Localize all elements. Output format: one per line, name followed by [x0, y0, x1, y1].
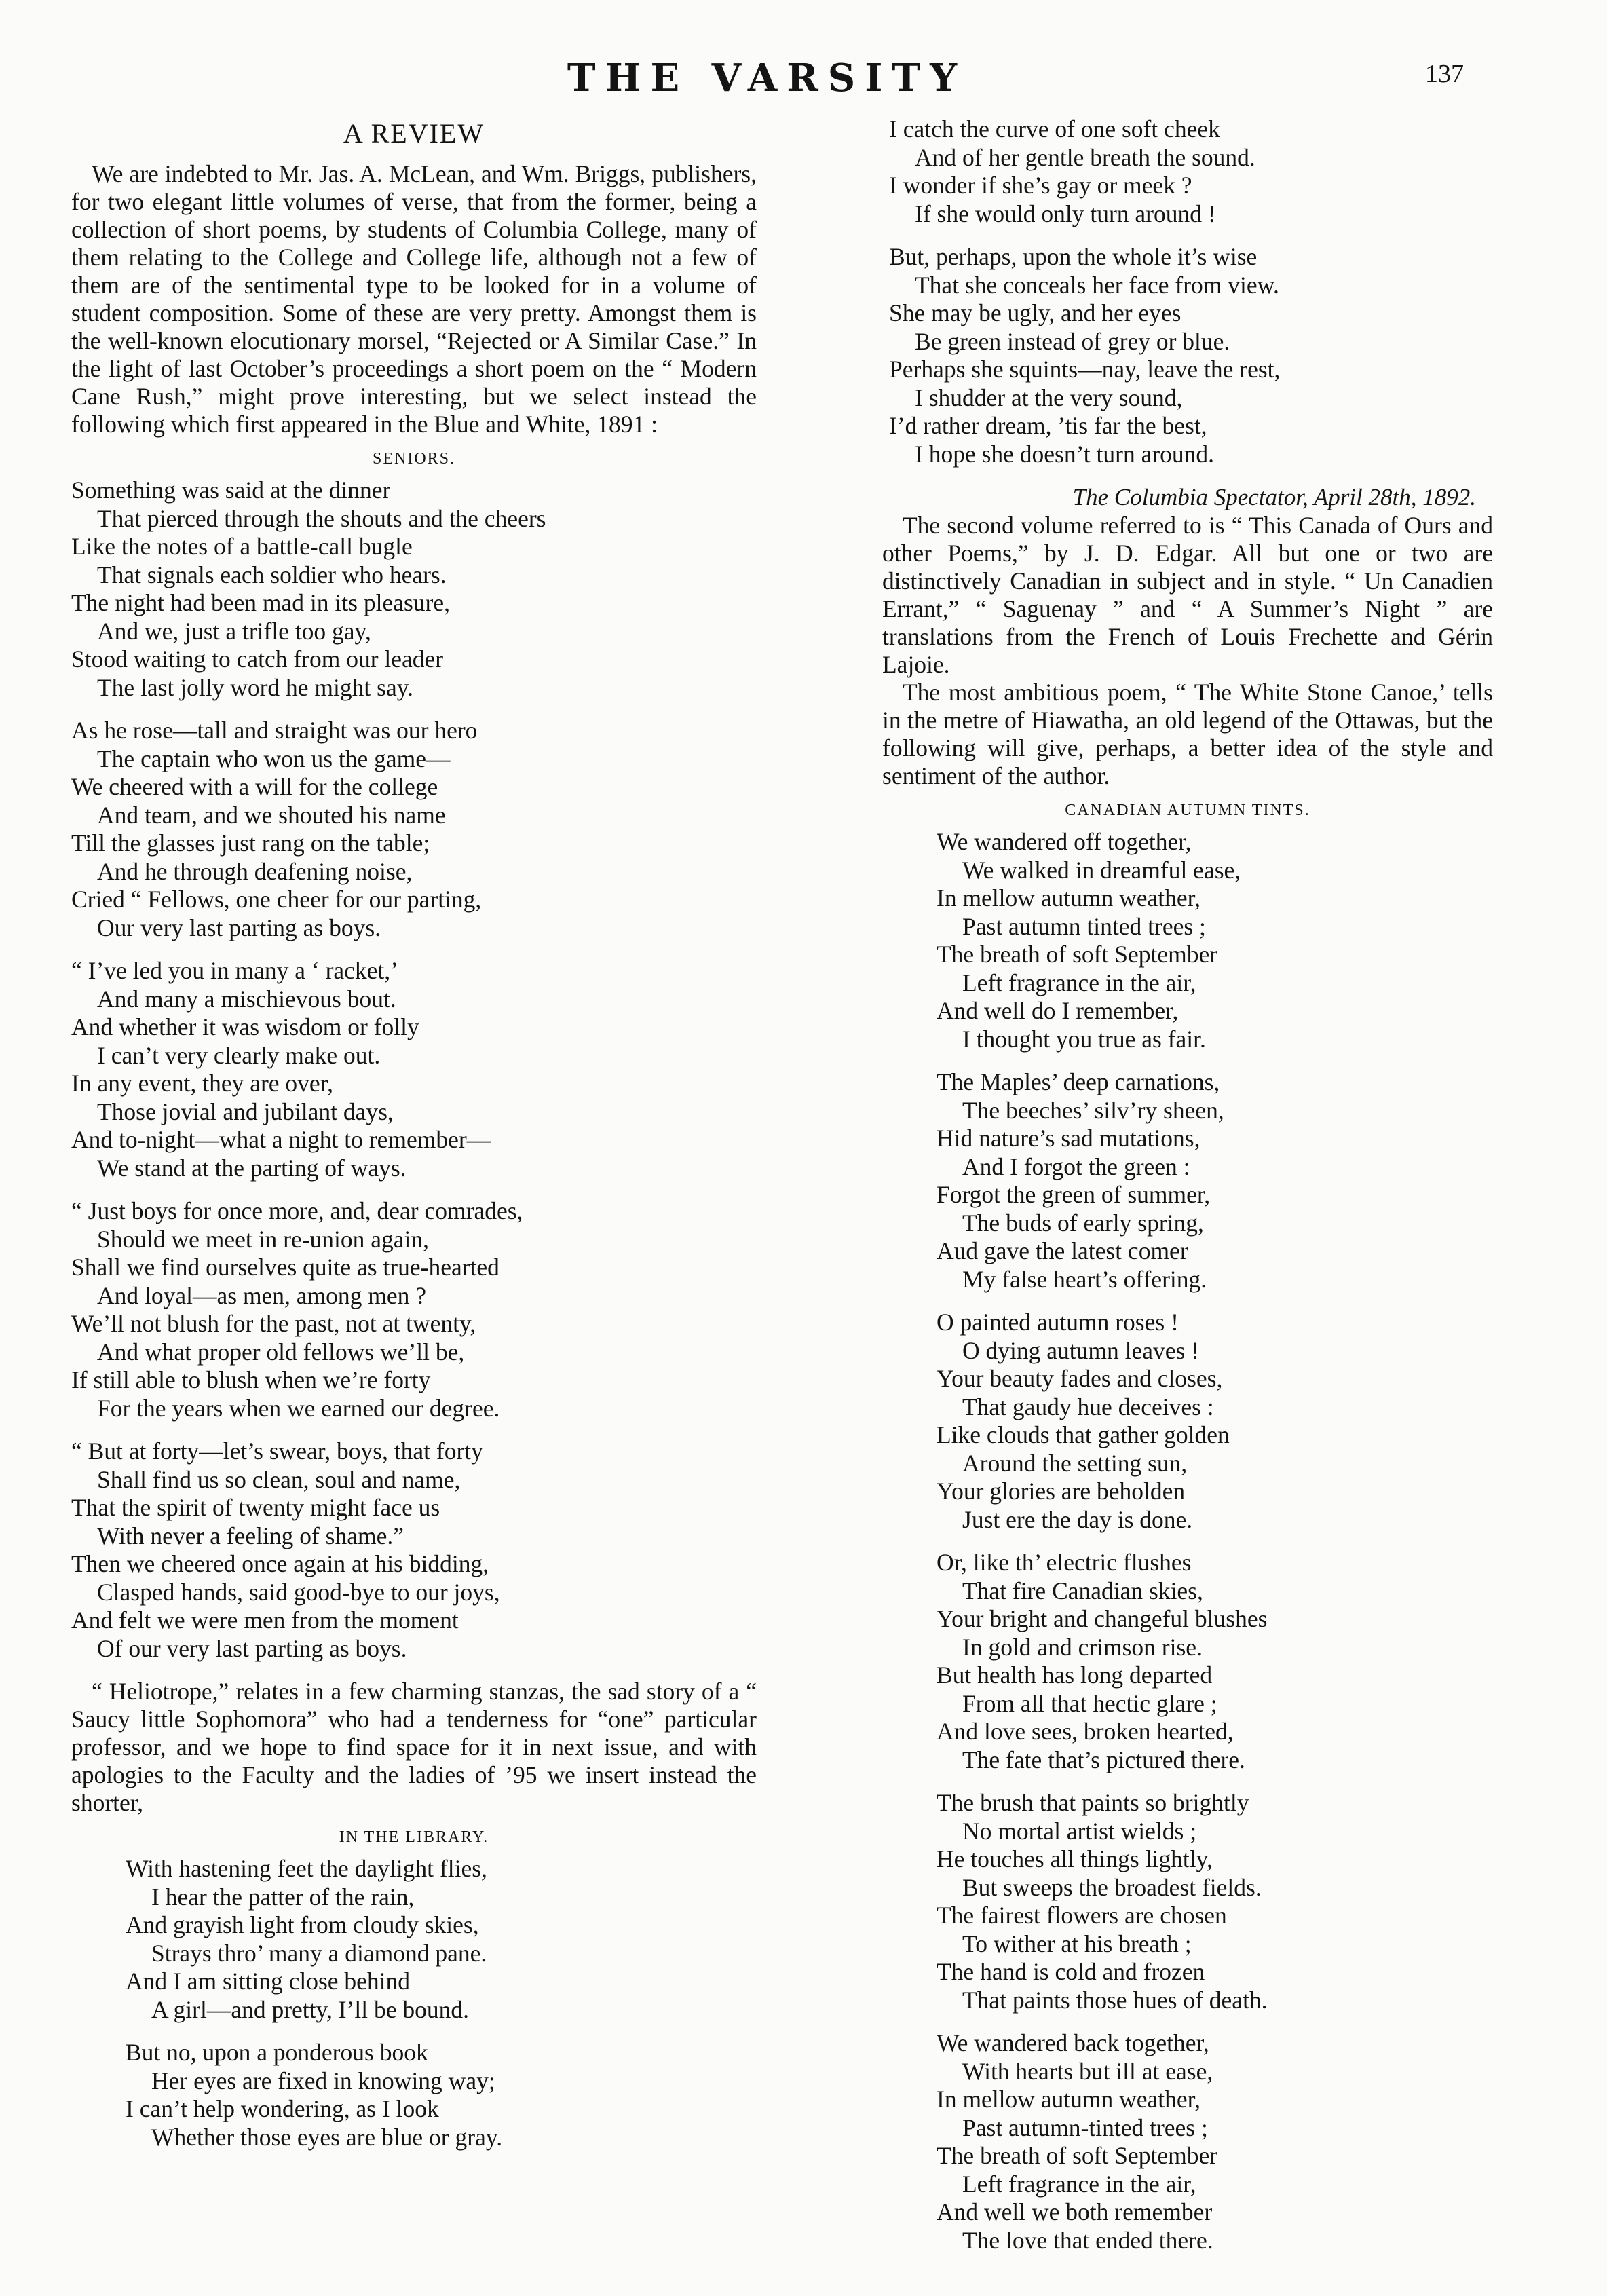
poem-line: And loyal—as men, among men ?	[97, 1281, 427, 1309]
poem-line: I can’t help wondering, as I look	[126, 2095, 439, 2122]
poem-canadian-autumn-tints	[882, 828, 1493, 2255]
poem-in-the-library	[71, 1855, 757, 2151]
poem-line: But no, upon a ponderous book	[126, 2039, 428, 2066]
poem-line: Left fragrance in the air,	[962, 2170, 1196, 2198]
poem-line: With hearts but ill at ease,	[962, 2057, 1213, 2085]
byline: The Columbia Spectator, April 28th, 1892.	[1072, 484, 1476, 510]
poem-line: That she conceals her face from view.	[915, 271, 1279, 299]
poem-line: Forgot the green of summer,	[937, 1181, 1211, 1208]
poem-line: Cried “ Fellows, one cheer for our parting,	[71, 886, 482, 913]
poem-line: We wandered off together,	[937, 828, 1192, 855]
stanza	[889, 243, 1493, 468]
stanza	[937, 828, 1493, 1053]
intro-paragraph-block	[71, 160, 757, 438]
poem-line: Her eyes are fixed in knowing way;	[151, 2067, 495, 2094]
poem-line: The buds of early spring,	[962, 1209, 1204, 1237]
poem-line: For the years when we earned our degree.	[97, 1394, 500, 1422]
poem-line: “ Just boys for once more, and, dear comrades,	[71, 1197, 523, 1224]
poem-line: And he through deafening noise,	[97, 857, 413, 885]
poem-line: That paints those hues of death.	[962, 1986, 1268, 2014]
poem-line: Past autumn tinted trees ;	[962, 912, 1206, 940]
poem-line: The brush that paints so brightly	[937, 1789, 1249, 1816]
poem-line: In mellow autumn weather,	[937, 2086, 1200, 2113]
poem-line: But, perhaps, upon the whole it’s wise	[889, 243, 1258, 270]
poem-line: The fate that’s pictured there.	[962, 1746, 1245, 1773]
poem-line: Perhaps she squints—nay, leave the rest,	[889, 356, 1281, 383]
poem-line: Hid nature’s sad mutations,	[937, 1125, 1200, 1152]
poem-line: The last jolly word he might say.	[97, 673, 414, 701]
ambitious-poem-paragraph: The most ambitious poem, “ The White Stone Canoe,’ tells in the metre of Hiawatha, an old legend of the Ottawas, but the following will give, perhaps, a better idea of the style and sentiment of the author.	[882, 679, 1493, 789]
stanza	[937, 1068, 1493, 1294]
poem-line: Be green instead of grey or blue.	[915, 327, 1230, 355]
poem-line: And grayish light from cloudy skies,	[126, 1911, 479, 1938]
poem-title-seniors: SENIORS.	[372, 450, 456, 468]
poem-line: Like the notes of a battle-call bugle	[71, 533, 413, 560]
poem-line: The fairest flowers are chosen	[937, 1902, 1227, 1929]
poem-line: I hear the patter of the rain,	[151, 1883, 415, 1911]
stanza	[889, 115, 1493, 228]
page-number: 137	[1425, 60, 1464, 88]
poem-line: Your bright and changeful blushes	[937, 1605, 1268, 1632]
poem-line: With never a feeling of shame.”	[97, 1522, 404, 1549]
poem-line: We wandered back together,	[937, 2029, 1209, 2056]
stanza	[937, 2029, 1493, 2255]
poem-line: In gold and crimson rise.	[962, 1633, 1203, 1661]
poem-line: Or, like th’ electric flushes	[937, 1549, 1192, 1576]
poem-line: And well we both remember	[937, 2198, 1213, 2225]
poem-line: I’d rather dream, ’tis far the best,	[889, 412, 1207, 439]
poem-line: The night had been mad in its pleasure,	[71, 589, 450, 616]
poem-line: No mortal artist wields ;	[962, 1817, 1197, 1845]
poem-line: I catch the curve of one soft cheek	[889, 115, 1220, 143]
poem-line: Of our very last parting as boys.	[97, 1634, 407, 1662]
stanza	[71, 1197, 757, 1423]
poem-line: Something was said at the dinner	[71, 476, 391, 504]
poem-line: And I forgot the green :	[962, 1152, 1190, 1180]
poem-line: I can’t very clearly make out.	[97, 1041, 381, 1069]
poem-line: Till the glasses just rang on the table;	[71, 829, 430, 857]
poem-line: We stand at the parting of ways.	[97, 1154, 407, 1182]
poem-line: I hope she doesn’t turn around.	[915, 440, 1215, 468]
poem-line: Stood waiting to catch from our leader	[71, 645, 444, 673]
poem-line: And felt we were men from the moment	[71, 1606, 459, 1634]
poem-line: As he rose—tall and straight was our hero	[71, 717, 478, 744]
poem-line: We cheered with a will for the college	[71, 773, 438, 800]
left-column	[71, 115, 757, 2166]
poem-line: The Maples’ deep carnations,	[937, 1068, 1220, 1095]
poem-line: O painted autumn roses !	[937, 1309, 1179, 1336]
poem-line: He touches all things lightly,	[937, 1845, 1213, 1872]
poem-line: My false heart’s offering.	[962, 1265, 1207, 1293]
poem-line: And whether it was wisdom or folly	[71, 1013, 419, 1040]
poem-line: Strays thro’ many a diamond pane.	[151, 1939, 487, 1967]
heliotrope-paragraph-block	[71, 1678, 757, 1817]
poem-line: A girl—and pretty, I’ll be bound.	[151, 1995, 469, 2023]
poem-line: In mellow autumn weather,	[937, 884, 1200, 911]
right-column	[882, 115, 1493, 2270]
stanza	[937, 1549, 1493, 1774]
poem-line: I thought you true as fair.	[962, 1025, 1206, 1053]
poem-line: The captain who won us the game—	[97, 745, 451, 772]
poem-line: But sweeps the broadest fields.	[962, 1873, 1262, 1901]
poem-line: And what proper old fellows we’ll be,	[97, 1338, 465, 1366]
poem-line: The love that ended there.	[962, 2226, 1213, 2254]
stanza	[126, 1855, 757, 2024]
poem-line: We’ll not blush for the past, not at twenty,	[71, 1310, 476, 1337]
poem-line: Around the setting sun,	[962, 1449, 1188, 1477]
poem-line: And we, just a trifle too gay,	[97, 617, 371, 645]
stanza	[71, 476, 757, 702]
poem-line: Then we cheered once again at his bidding,	[71, 1550, 489, 1577]
poem-line: Whether those eyes are blue or gray.	[151, 2123, 503, 2151]
poem-line: I shudder at the very sound,	[915, 383, 1183, 411]
masthead: THE VARSITY	[567, 56, 967, 100]
poem-line: Shall find us so clean, soul and name,	[97, 1465, 461, 1493]
stanza	[937, 1789, 1493, 2014]
poem-line: Left fragrance in the air,	[962, 968, 1196, 996]
poem-line: The breath of soft September	[937, 941, 1218, 968]
review-paragraphs	[882, 512, 1493, 790]
poem-line: O dying autumn leaves !	[962, 1336, 1200, 1364]
stanza	[71, 717, 757, 942]
article-title: A REVIEW	[343, 118, 485, 149]
poem-line: Shall we find ourselves quite as true-hearted	[71, 1254, 499, 1281]
poem-line: Just ere the day is done.	[962, 1505, 1193, 1533]
poem-line: And to-night—what a night to remember—	[71, 1126, 491, 1153]
poem-line: The hand is cold and frozen	[937, 1958, 1205, 1985]
poem-line: Aud gave the latest comer	[937, 1237, 1188, 1264]
poem-line: That fire Canadian skies,	[962, 1577, 1203, 1604]
poem-line: With hastening feet the daylight flies,	[126, 1855, 487, 1882]
poem-line: In any event, they are over,	[71, 1070, 333, 1097]
poem-line: “ I’ve led you in many a ‘ racket,’	[71, 957, 398, 984]
intro-paragraph: We are indebted to Mr. Jas. A. McLean, and Wm. Briggs, publishers, for two elegant little volumes of verse, that from the former, being a collection of short poems, by students of Columbia College, many of them relating to the College and College life, although not a few of them are of the sentimental type to be looked for in a volume of student composition. Some of these are very pretty. Amongst them is the well-known elocutionary morsel, “Rejected or A Similar Case.” In the light of last October’s proceedings a short poem on the “ Modern Cane Rush,” might prove interesting, but we select instead the following which first appeared in the Blue and White, 1891 :	[71, 160, 757, 438]
poem-line: Your beauty fades and closes,	[937, 1365, 1223, 1392]
poem-line: To wither at his breath ;	[962, 1930, 1192, 1957]
poem-line: If she would only turn around !	[915, 200, 1216, 227]
stanza	[937, 1309, 1493, 1534]
poem-line: The breath of soft September	[937, 2142, 1218, 2169]
poem-line: I wonder if she’s gay or meek ?	[889, 172, 1192, 199]
poem-line: That pierced through the shouts and the cheers	[97, 504, 546, 532]
poem-line: From all that hectic glare ;	[962, 1689, 1217, 1717]
poem-line: Those jovial and jubilant days,	[97, 1097, 394, 1125]
poem-line: “ But at forty—let’s swear, boys, that forty	[71, 1437, 483, 1465]
poem-line: And team, and we shouted his name	[97, 801, 446, 829]
poem-line: She may be ugly, and her eyes	[889, 299, 1181, 326]
poem-line: We walked in dreamful ease,	[962, 856, 1241, 884]
poem-line: And well do I remember,	[937, 997, 1179, 1024]
second-volume-paragraph: The second volume referred to is “ This Canada of Ours and other Poems,” by J. D. Edgar. All but one or two are distinctively Canadian in subject and in style. “ Un Canadien Errant,” “ Saguenay ” and “ A Summer’s Night ” are translations from the French of Louis Frechette and Gérin Lajoie.	[882, 512, 1493, 678]
poem-line: The beeches’ silv’ry sheen,	[962, 1096, 1224, 1124]
poem-line: Should we meet in re-union again,	[97, 1225, 429, 1253]
poem-line: That signals each soldier who hears.	[97, 561, 447, 588]
poem-line: Like clouds that gather golden	[937, 1421, 1230, 1448]
poem-line: Our very last parting as boys.	[97, 914, 381, 941]
poem-line: But health has long departed	[937, 1661, 1213, 1689]
poem-seniors	[71, 476, 757, 1663]
poem-line: Clasped hands, said good-bye to our joys,	[97, 1578, 500, 1606]
poem-line: And many a mischievous bout.	[97, 985, 396, 1013]
poem-line: Your glories are beholden	[937, 1478, 1186, 1505]
poem-title-autumn: CANADIAN AUTUMN TINTS.	[1065, 802, 1310, 819]
poem-line: And of her gentle breath the sound.	[915, 143, 1255, 171]
poem-line: And I am sitting close behind	[126, 1968, 411, 1995]
poem-in-the-library-continued	[882, 115, 1493, 468]
poem-line: That the spirit of twenty might face us	[71, 1494, 440, 1521]
poem-title-library: IN THE LIBRARY.	[339, 1828, 489, 1846]
heliotrope-paragraph: “ Heliotrope,” relates in a few charming stanzas, the sad story of a “ Saucy little Sophomora” who had a tenderness for “one” particular professor, and we hope to find space for it in next issue, and with apologies to the Faculty and the ladies of ’95 we insert instead the shorter,	[71, 1678, 757, 1816]
stanza	[71, 1437, 757, 1663]
stanza	[71, 957, 757, 1182]
poem-line: And love sees, broken hearted,	[937, 1718, 1234, 1745]
poem-line: Past autumn-tinted trees ;	[962, 2113, 1208, 2141]
stanza	[126, 2039, 757, 2151]
poem-line: If still able to blush when we’re forty	[71, 1366, 431, 1393]
poem-line: That gaudy hue deceives :	[962, 1393, 1214, 1420]
